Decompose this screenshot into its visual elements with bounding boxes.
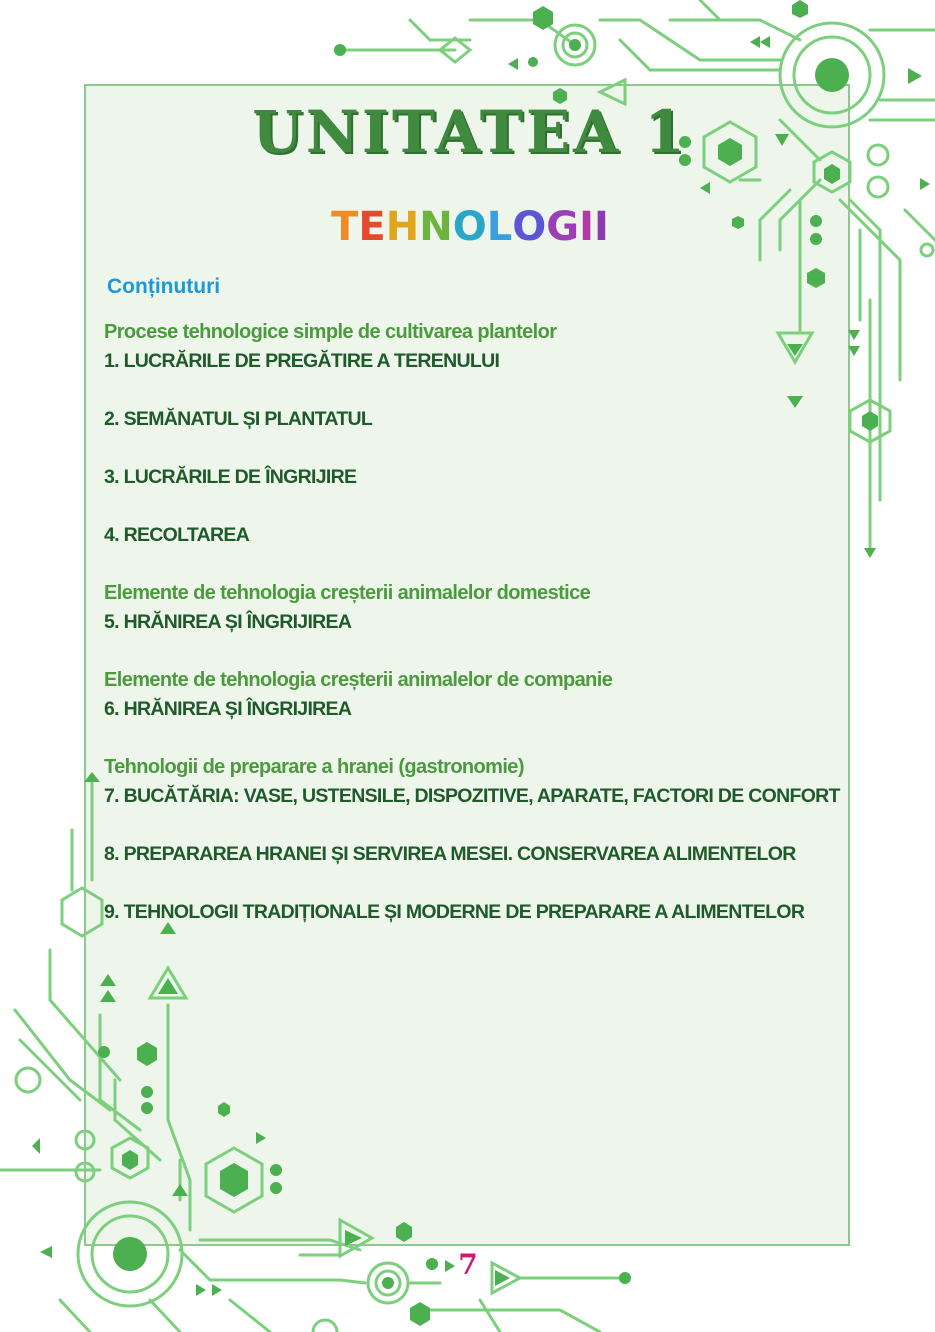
list-item: 9. TEHNOLOGII TRADIȚIONALE ȘI MODERNE DE PREPARARE A ALIMENTELOR <box>104 901 805 923</box>
subtitle-letter: N <box>419 204 453 250</box>
list-item: 4. RECOLTAREA <box>104 524 250 546</box>
group-title-plants: Procese tehnologice simple de cultivarea plantelor <box>104 321 557 343</box>
chapter-subtitle <box>250 204 690 250</box>
list-item: 3. LUCRĂRILE DE ÎNGRIJIRE <box>104 466 357 488</box>
list-item: 1. LUCRĂRILE DE PREGĂTIRE A TERENULUI <box>104 350 500 372</box>
subtitle-letter: O <box>452 204 487 250</box>
subtitle-letter: I <box>579 204 594 250</box>
group-title-gastronomy: Tehnologii de preparare a hranei (gastronomie) <box>104 756 524 778</box>
subtitle-letter: E <box>358 204 386 250</box>
subtitle-letter: H <box>385 204 420 250</box>
list-item: 2. SEMĂNATUL ȘI PLANTATUL <box>104 408 373 430</box>
subtitle-letter: O <box>512 204 547 250</box>
subtitle-letter: I <box>593 204 609 250</box>
list-item: 6. HRĂNIREA ȘI ÎNGRIJIREA <box>104 698 352 720</box>
group-title-domestic-animals: Elemente de tehnologia creșterii animalelor domestice <box>104 582 591 604</box>
subtitle-letter: L <box>486 204 513 250</box>
contents-list <box>104 318 844 927</box>
contents-heading: Conținuturi <box>107 275 221 298</box>
page-number: 7 <box>458 1248 478 1281</box>
list-item: 7. BUCĂTĂRIA: VASE, USTENSILE, DISPOZITIVE, APARATE, FACTORI DE CONFORT <box>104 785 840 807</box>
unit-title: UNITATEA 1 <box>252 98 688 166</box>
subtitle-letter: G <box>546 204 580 250</box>
subtitle-letter: T <box>331 204 359 250</box>
group-title-pet-animals: Elemente de tehnologia creșterii animalelor de companie <box>104 669 613 691</box>
list-item: 5. HRĂNIREA ȘI ÎNGRIJIREA <box>104 611 352 633</box>
list-item: 8. PREPARAREA HRANEI ȘI SERVIREA MESEI. CONSERVAREA ALIMENTELOR <box>104 843 796 865</box>
